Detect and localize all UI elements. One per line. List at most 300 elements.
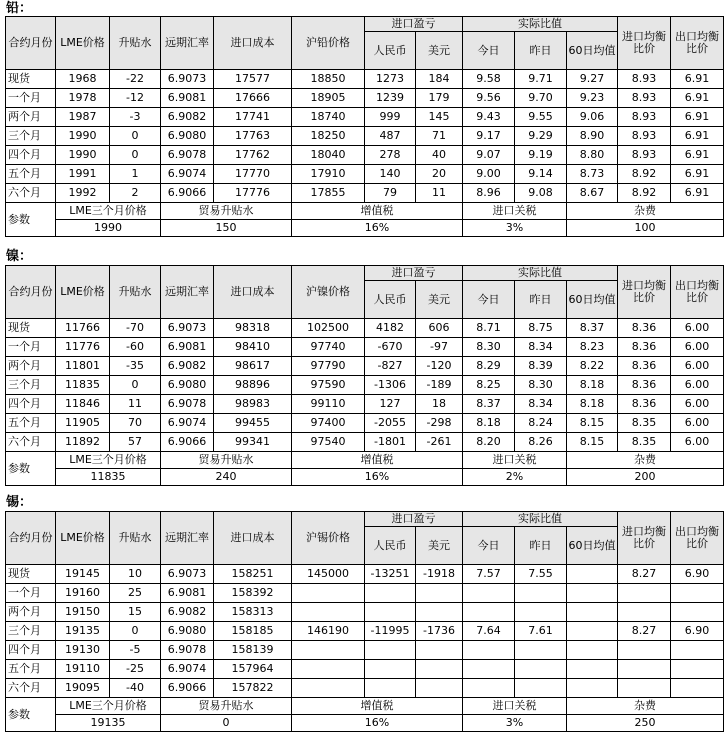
header-60day: 60日均值 <box>567 32 618 70</box>
cell-import-pl-rmb: 1273 <box>365 70 416 89</box>
cell-ratio-yesterday <box>515 641 567 660</box>
params-tariff-header: 进口关税 <box>463 698 567 715</box>
header-forward-fx: 远期汇率 <box>161 512 214 565</box>
cell-ratio-today: 9.07 <box>463 146 515 165</box>
cell-forward-fx: 6.9080 <box>161 376 214 395</box>
cell-contract-month: 一个月 <box>6 338 56 357</box>
cell-import-pl-rmb: 127 <box>365 395 416 414</box>
cell-ratio-today: 7.64 <box>463 622 515 641</box>
header-today: 今日 <box>463 281 515 319</box>
cell-lme-price: 11835 <box>56 376 110 395</box>
cell-import-cost: 158392 <box>214 584 292 603</box>
cell-import-cost: 99341 <box>214 433 292 452</box>
cell-contract-month: 一个月 <box>6 89 56 108</box>
cell-contract-month: 两个月 <box>6 357 56 376</box>
cell-forward-fx: 6.9078 <box>161 146 214 165</box>
header-sh-price: 沪锡价格 <box>292 512 365 565</box>
cell-export-balance <box>671 641 724 660</box>
cell-import-cost: 157822 <box>214 679 292 698</box>
header-lme-price: LME价格 <box>56 17 110 70</box>
params-lme3m-value: 11835 <box>56 469 161 486</box>
header-import-pl: 进口盈亏 <box>365 512 463 527</box>
cell-forward-fx: 6.9074 <box>161 165 214 184</box>
cell-import-balance: 8.36 <box>618 338 671 357</box>
cell-ratio-today: 9.17 <box>463 127 515 146</box>
params-trade-premium-header: 贸易升贴水 <box>161 698 292 715</box>
cell-ratio-yesterday: 7.61 <box>515 622 567 641</box>
header-yesterday: 昨日 <box>515 32 567 70</box>
cell-import-balance: 8.93 <box>618 89 671 108</box>
cell-forward-fx: 6.9066 <box>161 184 214 203</box>
table-row <box>6 357 724 376</box>
cell-sh-price: 145000 <box>292 565 365 584</box>
cell-import-pl-usd: -1736 <box>416 622 463 641</box>
cell-import-pl-rmb: -1801 <box>365 433 416 452</box>
cell-import-pl-usd: -261 <box>416 433 463 452</box>
params-misc-value: 250 <box>567 715 724 732</box>
cell-premium: -35 <box>110 357 161 376</box>
cell-import-pl-usd: -1918 <box>416 565 463 584</box>
table-row <box>6 603 724 622</box>
params-label: 参数 <box>6 452 56 486</box>
cell-contract-month: 现货 <box>6 565 56 584</box>
cell-ratio-60day: 9.06 <box>567 108 618 127</box>
cell-import-cost: 17741 <box>214 108 292 127</box>
cell-premium: 15 <box>110 603 161 622</box>
cell-contract-month: 六个月 <box>6 433 56 452</box>
cell-contract-month: 六个月 <box>6 679 56 698</box>
cell-export-balance: 6.00 <box>671 338 724 357</box>
header-import-balance: 进口均衡比价 <box>618 266 671 319</box>
cell-contract-month: 一个月 <box>6 584 56 603</box>
header-rmb: 人民币 <box>365 32 416 70</box>
params-tariff-value: 3% <box>463 715 567 732</box>
header-premium: 升贴水 <box>110 266 161 319</box>
cell-import-cost: 17763 <box>214 127 292 146</box>
cell-lme-price: 11776 <box>56 338 110 357</box>
cell-sh-price: 17855 <box>292 184 365 203</box>
lead-table <box>5 16 724 237</box>
cell-import-pl-rmb: 278 <box>365 146 416 165</box>
cell-lme-price: 11801 <box>56 357 110 376</box>
cell-import-balance: 8.27 <box>618 622 671 641</box>
header-sh-price: 沪铅价格 <box>292 17 365 70</box>
cell-premium: -22 <box>110 70 161 89</box>
cell-sh-price: 97740 <box>292 338 365 357</box>
table-row <box>6 565 724 584</box>
cell-ratio-60day: 9.27 <box>567 70 618 89</box>
table-row <box>6 679 724 698</box>
cell-ratio-today: 8.18 <box>463 414 515 433</box>
cell-contract-month: 现货 <box>6 319 56 338</box>
cell-import-balance: 8.92 <box>618 165 671 184</box>
cell-ratio-60day: 8.67 <box>567 184 618 203</box>
section-title-nickel: 镍： <box>6 249 33 264</box>
header-import-cost: 进口成本 <box>214 17 292 70</box>
cell-import-pl-rmb: -13251 <box>365 565 416 584</box>
cell-ratio-60day <box>567 565 618 584</box>
cell-ratio-yesterday: 9.70 <box>515 89 567 108</box>
cell-import-cost: 98410 <box>214 338 292 357</box>
cell-import-pl-usd: -97 <box>416 338 463 357</box>
table-row <box>6 622 724 641</box>
cell-export-balance: 6.91 <box>671 70 724 89</box>
cell-import-pl-usd: 11 <box>416 184 463 203</box>
cell-forward-fx: 6.9074 <box>161 660 214 679</box>
table-row <box>6 127 724 146</box>
table-row <box>6 660 724 679</box>
cell-ratio-yesterday <box>515 584 567 603</box>
params-lme3m-value: 19135 <box>56 715 161 732</box>
cell-ratio-60day: 8.73 <box>567 165 618 184</box>
cell-import-pl-usd: 40 <box>416 146 463 165</box>
cell-ratio-today: 8.37 <box>463 395 515 414</box>
cell-import-pl-usd: 20 <box>416 165 463 184</box>
params-trade-premium-value: 150 <box>161 220 292 237</box>
header-usd: 美元 <box>416 32 463 70</box>
header-today: 今日 <box>463 527 515 565</box>
cell-import-pl-rmb <box>365 603 416 622</box>
cell-import-pl-rmb: 487 <box>365 127 416 146</box>
cell-import-cost: 17666 <box>214 89 292 108</box>
table-row <box>6 184 724 203</box>
params-vat-value: 16% <box>292 469 463 486</box>
cell-forward-fx: 6.9082 <box>161 108 214 127</box>
cell-import-pl-rmb <box>365 679 416 698</box>
cell-import-balance: 8.93 <box>618 146 671 165</box>
cell-export-balance: 6.90 <box>671 622 724 641</box>
cell-import-balance <box>618 641 671 660</box>
params-misc-header: 杂费 <box>567 698 724 715</box>
cell-lme-price: 19160 <box>56 584 110 603</box>
cell-ratio-60day: 8.90 <box>567 127 618 146</box>
params-misc-header: 杂费 <box>567 452 724 469</box>
cell-ratio-yesterday: 8.26 <box>515 433 567 452</box>
nickel-table <box>5 265 724 486</box>
header-rmb: 人民币 <box>365 281 416 319</box>
cell-contract-month: 五个月 <box>6 165 56 184</box>
cell-premium: -25 <box>110 660 161 679</box>
cell-import-pl-rmb <box>365 584 416 603</box>
section-title-tin: 锡： <box>6 495 33 510</box>
cell-forward-fx: 6.9073 <box>161 319 214 338</box>
cell-ratio-yesterday: 8.39 <box>515 357 567 376</box>
cell-ratio-today: 9.58 <box>463 70 515 89</box>
cell-lme-price: 1990 <box>56 127 110 146</box>
nickel-rows <box>6 319 724 452</box>
header-actual-ratio: 实际比值 <box>463 266 618 281</box>
cell-ratio-yesterday: 9.08 <box>515 184 567 203</box>
cell-premium: 57 <box>110 433 161 452</box>
cell-export-balance: 6.91 <box>671 108 724 127</box>
cell-lme-price: 19095 <box>56 679 110 698</box>
cell-forward-fx: 6.9078 <box>161 395 214 414</box>
cell-lme-price: 19145 <box>56 565 110 584</box>
cell-premium: -3 <box>110 108 161 127</box>
header-export-balance: 出口均衡比价 <box>671 17 724 70</box>
cell-export-balance: 6.00 <box>671 395 724 414</box>
cell-export-balance: 6.00 <box>671 433 724 452</box>
cell-import-pl-rmb: -670 <box>365 338 416 357</box>
cell-sh-price: 18905 <box>292 89 365 108</box>
cell-sh-price: 97400 <box>292 414 365 433</box>
cell-import-balance: 8.92 <box>618 184 671 203</box>
cell-ratio-60day: 9.23 <box>567 89 618 108</box>
cell-ratio-today: 9.00 <box>463 165 515 184</box>
table-row <box>6 70 724 89</box>
params-tariff-header: 进口关税 <box>463 452 567 469</box>
params-vat-header: 增值税 <box>292 698 463 715</box>
cell-ratio-60day: 8.80 <box>567 146 618 165</box>
cell-contract-month: 四个月 <box>6 395 56 414</box>
header-lme-price: LME价格 <box>56 266 110 319</box>
cell-import-cost: 158185 <box>214 622 292 641</box>
cell-sh-price: 18850 <box>292 70 365 89</box>
header-contract-month: 合约月份 <box>6 266 56 319</box>
cell-ratio-today: 7.57 <box>463 565 515 584</box>
params-trade-premium-header: 贸易升贴水 <box>161 452 292 469</box>
cell-premium: 25 <box>110 584 161 603</box>
params-trade-premium-value: 240 <box>161 469 292 486</box>
cell-import-pl-usd: 179 <box>416 89 463 108</box>
header-forward-fx: 远期汇率 <box>161 17 214 70</box>
cell-forward-fx: 6.9073 <box>161 565 214 584</box>
cell-import-cost: 17776 <box>214 184 292 203</box>
cell-premium: 0 <box>110 127 161 146</box>
cell-ratio-60day <box>567 679 618 698</box>
cell-premium: -60 <box>110 338 161 357</box>
cell-export-balance: 6.00 <box>671 357 724 376</box>
params-vat-header: 增值税 <box>292 452 463 469</box>
cell-import-balance: 8.36 <box>618 376 671 395</box>
cell-import-pl-rmb: 4182 <box>365 319 416 338</box>
params-tariff-value: 3% <box>463 220 567 237</box>
table-row <box>6 584 724 603</box>
cell-ratio-60day: 8.37 <box>567 319 618 338</box>
header-premium: 升贴水 <box>110 17 161 70</box>
cell-forward-fx: 6.9081 <box>161 338 214 357</box>
cell-ratio-yesterday: 8.34 <box>515 395 567 414</box>
cell-ratio-yesterday: 9.55 <box>515 108 567 127</box>
cell-ratio-today <box>463 679 515 698</box>
cell-ratio-today <box>463 584 515 603</box>
cell-contract-month: 五个月 <box>6 660 56 679</box>
cell-premium: 70 <box>110 414 161 433</box>
cell-lme-price: 11846 <box>56 395 110 414</box>
cell-sh-price: 18250 <box>292 127 365 146</box>
cell-premium: 11 <box>110 395 161 414</box>
cell-ratio-today: 8.30 <box>463 338 515 357</box>
cell-contract-month: 六个月 <box>6 184 56 203</box>
header-actual-ratio: 实际比值 <box>463 512 618 527</box>
cell-import-pl-usd: -189 <box>416 376 463 395</box>
table-row <box>6 395 724 414</box>
cell-export-balance: 6.00 <box>671 319 724 338</box>
cell-export-balance: 6.91 <box>671 146 724 165</box>
cell-import-pl-rmb: -11995 <box>365 622 416 641</box>
header-import-pl: 进口盈亏 <box>365 266 463 281</box>
cell-forward-fx: 6.9066 <box>161 433 214 452</box>
cell-contract-month: 四个月 <box>6 146 56 165</box>
header-yesterday: 昨日 <box>515 281 567 319</box>
table-row <box>6 641 724 660</box>
cell-ratio-yesterday: 7.55 <box>515 565 567 584</box>
section-title-lead: 铅： <box>6 1 33 16</box>
cell-import-balance: 8.93 <box>618 127 671 146</box>
cell-premium: -12 <box>110 89 161 108</box>
cell-import-pl-rmb: 999 <box>365 108 416 127</box>
cell-lme-price: 19150 <box>56 603 110 622</box>
cell-ratio-yesterday: 9.19 <box>515 146 567 165</box>
cell-lme-price: 19110 <box>56 660 110 679</box>
cell-lme-price: 11766 <box>56 319 110 338</box>
header-forward-fx: 远期汇率 <box>161 266 214 319</box>
cell-lme-price: 1990 <box>56 146 110 165</box>
params-lme3m-header: LME三个月价格 <box>56 203 161 220</box>
cell-premium: -70 <box>110 319 161 338</box>
cell-ratio-today <box>463 660 515 679</box>
cell-premium: -40 <box>110 679 161 698</box>
cell-ratio-60day: 8.15 <box>567 414 618 433</box>
cell-forward-fx: 6.9080 <box>161 622 214 641</box>
table-row <box>6 376 724 395</box>
cell-ratio-yesterday <box>515 679 567 698</box>
cell-sh-price: 99110 <box>292 395 365 414</box>
cell-import-cost: 158251 <box>214 565 292 584</box>
cell-ratio-60day <box>567 660 618 679</box>
cell-sh-price <box>292 679 365 698</box>
params-vat-value: 16% <box>292 220 463 237</box>
cell-lme-price: 1992 <box>56 184 110 203</box>
cell-import-cost: 99455 <box>214 414 292 433</box>
cell-sh-price: 102500 <box>292 319 365 338</box>
cell-import-pl-rmb: 1239 <box>365 89 416 108</box>
cell-import-cost: 157964 <box>214 660 292 679</box>
cell-sh-price: 97540 <box>292 433 365 452</box>
cell-import-balance <box>618 660 671 679</box>
cell-sh-price <box>292 603 365 622</box>
params-vat-header: 增值税 <box>292 203 463 220</box>
cell-export-balance <box>671 660 724 679</box>
cell-lme-price: 1987 <box>56 108 110 127</box>
cell-forward-fx: 6.9066 <box>161 679 214 698</box>
header-contract-month: 合约月份 <box>6 512 56 565</box>
cell-premium: -5 <box>110 641 161 660</box>
cell-sh-price: 146190 <box>292 622 365 641</box>
cell-import-balance: 8.93 <box>618 70 671 89</box>
cell-import-balance: 8.36 <box>618 319 671 338</box>
cell-forward-fx: 6.9081 <box>161 584 214 603</box>
cell-sh-price: 18740 <box>292 108 365 127</box>
cell-import-cost: 17577 <box>214 70 292 89</box>
table-row <box>6 338 724 357</box>
header-60day: 60日均值 <box>567 527 618 565</box>
cell-export-balance <box>671 603 724 622</box>
header-premium: 升贴水 <box>110 512 161 565</box>
cell-sh-price <box>292 660 365 679</box>
cell-premium: 2 <box>110 184 161 203</box>
table-row <box>6 108 724 127</box>
cell-import-cost: 98896 <box>214 376 292 395</box>
cell-premium: 10 <box>110 565 161 584</box>
cell-ratio-60day <box>567 622 618 641</box>
cell-lme-price: 11892 <box>56 433 110 452</box>
cell-import-balance: 8.35 <box>618 433 671 452</box>
cell-import-balance: 8.27 <box>618 565 671 584</box>
cell-forward-fx: 6.9074 <box>161 414 214 433</box>
tin-rows <box>6 565 724 698</box>
cell-premium: 1 <box>110 165 161 184</box>
cell-import-pl-rmb: -827 <box>365 357 416 376</box>
cell-import-balance <box>618 603 671 622</box>
cell-forward-fx: 6.9082 <box>161 357 214 376</box>
cell-import-pl-usd <box>416 641 463 660</box>
header-sh-price: 沪镍价格 <box>292 266 365 319</box>
cell-import-pl-rmb: 140 <box>365 165 416 184</box>
cell-forward-fx: 6.9073 <box>161 70 214 89</box>
table-row <box>6 89 724 108</box>
header-60day: 60日均值 <box>567 281 618 319</box>
header-import-cost: 进口成本 <box>214 512 292 565</box>
params-trade-premium-header: 贸易升贴水 <box>161 203 292 220</box>
cell-import-pl-usd <box>416 660 463 679</box>
params-lme3m-header: LME三个月价格 <box>56 698 161 715</box>
cell-forward-fx: 6.9082 <box>161 603 214 622</box>
cell-lme-price: 1991 <box>56 165 110 184</box>
cell-import-pl-usd: -298 <box>416 414 463 433</box>
cell-import-balance: 8.35 <box>618 414 671 433</box>
tin-table <box>5 511 724 732</box>
cell-import-pl-rmb: -1306 <box>365 376 416 395</box>
header-today: 今日 <box>463 32 515 70</box>
header-actual-ratio: 实际比值 <box>463 17 618 32</box>
cell-ratio-yesterday <box>515 603 567 622</box>
cell-ratio-60day <box>567 641 618 660</box>
cell-ratio-today: 9.43 <box>463 108 515 127</box>
cell-ratio-yesterday: 9.71 <box>515 70 567 89</box>
cell-export-balance: 6.00 <box>671 414 724 433</box>
cell-ratio-yesterday: 9.29 <box>515 127 567 146</box>
cell-lme-price: 19135 <box>56 622 110 641</box>
cell-import-pl-usd <box>416 603 463 622</box>
cell-export-balance: 6.91 <box>671 184 724 203</box>
cell-import-cost: 98318 <box>214 319 292 338</box>
table-row <box>6 165 724 184</box>
cell-contract-month: 三个月 <box>6 127 56 146</box>
header-import-cost: 进口成本 <box>214 266 292 319</box>
cell-sh-price: 18040 <box>292 146 365 165</box>
cell-ratio-60day <box>567 584 618 603</box>
cell-ratio-60day <box>567 603 618 622</box>
cell-import-cost: 98617 <box>214 357 292 376</box>
cell-contract-month: 四个月 <box>6 641 56 660</box>
cell-import-pl-usd <box>416 584 463 603</box>
cell-export-balance: 6.91 <box>671 127 724 146</box>
cell-export-balance: 6.91 <box>671 89 724 108</box>
params-tariff-value: 2% <box>463 469 567 486</box>
cell-import-balance: 8.36 <box>618 357 671 376</box>
cell-contract-month: 三个月 <box>6 622 56 641</box>
cell-lme-price: 1978 <box>56 89 110 108</box>
cell-ratio-60day: 8.15 <box>567 433 618 452</box>
params-misc-value: 200 <box>567 469 724 486</box>
cell-lme-price: 11905 <box>56 414 110 433</box>
table-row <box>6 146 724 165</box>
cell-import-cost: 17770 <box>214 165 292 184</box>
cell-import-balance <box>618 679 671 698</box>
cell-sh-price: 17910 <box>292 165 365 184</box>
cell-ratio-today <box>463 641 515 660</box>
